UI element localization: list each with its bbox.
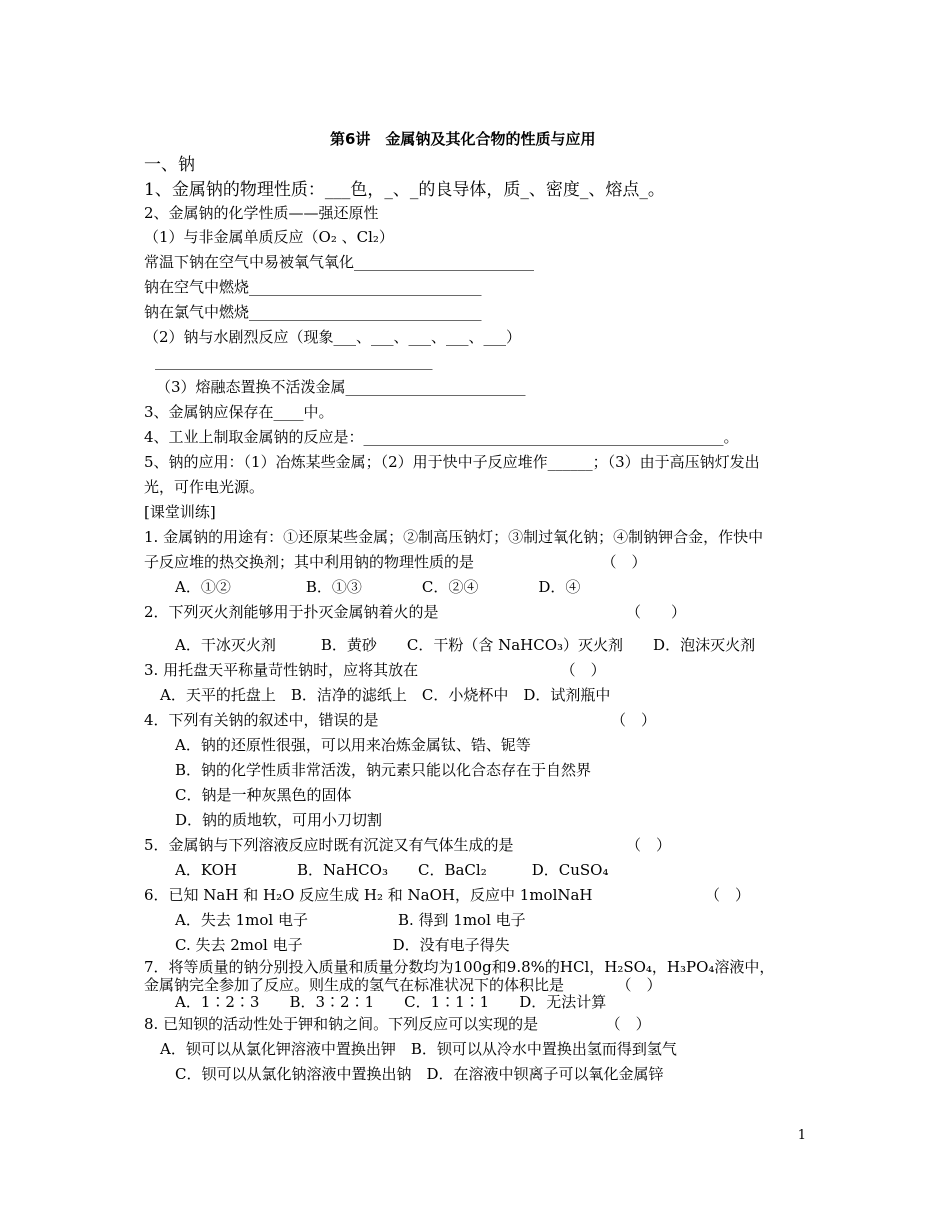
question-4-option-b: B．钠的化学性质非常活泼，钠元素只能以化合态存在于自然界 bbox=[175, 761, 592, 779]
text-line: 2、金属钠的化学性质——强还原性 bbox=[144, 204, 379, 222]
text-line: （3）熔融态置换不活泼金属________________________ bbox=[156, 378, 526, 396]
question-3: 3. 用托盘天平称量苛性钠时，应将其放在 （ ） bbox=[144, 661, 606, 679]
question-5-options: A．KOH B．NaHCO₃ C．BaCl₂ D．CuSO₄ bbox=[175, 861, 609, 879]
question-2-options: A．干冰灭火剂 B．黄砂 C．干粉（含 NaHCO₃）灭火剂 D．泡沫灭火剂 bbox=[175, 636, 756, 654]
question-8-options-cd: C．钡可以从氯化钠溶液中置换出钠 D．在溶液中钡离子可以氧化金属锌 bbox=[175, 1065, 664, 1083]
text-line: 3、金属钠应保存在____中。 bbox=[144, 403, 334, 421]
question-1-options: A．①② B．①③ C．②④ D．④ bbox=[175, 578, 581, 596]
text-line: 光，可作电光源。 bbox=[144, 478, 265, 496]
text-line: 常温下钠在空气中易被氧气氧化________________________ bbox=[144, 253, 535, 271]
question-2: 2．下列灭火剂能够用于扑灭金属钠着火的是 （ ） bbox=[144, 603, 687, 621]
question-7: 7．将等质量的钠分别投入质量和质量分数均为100g和9.8%的HCl，H₂SO₄，H₃PO₄溶液中， bbox=[144, 958, 775, 976]
question-8: 8. 已知钡的活动性处于钾和钠之间。下列反应可以实现的是 （ ） bbox=[144, 1015, 651, 1033]
question-4-option-c: C．钠是一种灰黑色的固体 bbox=[175, 786, 352, 804]
question-4-option-d: D．钠的质地软，可用小刀切割 bbox=[175, 811, 383, 829]
question-7-cont: 金属钠完全参加了反应。则生成的氢气在标准状况下的体积比是 （ ） bbox=[144, 976, 662, 994]
question-8-options-ab: A．钡可以从氯化钾溶液中置换出钾 B．钡可以从冷水中置换出氢而得到氢气 bbox=[160, 1040, 677, 1058]
answer-blank-line: _____________________________________ bbox=[155, 352, 433, 370]
text-line: 4、工业上制取金属钠的反应是：________________________________________________。 bbox=[144, 428, 739, 446]
question-1-cont: 子反应堆的热交换剂；其中利用钠的物理性质的是 （ ） bbox=[144, 553, 647, 571]
question-4-option-a: A．钠的还原性很强，可以用来冶炼金属钛、锆、铌等 bbox=[175, 736, 531, 754]
page-number: 1 bbox=[797, 1128, 806, 1143]
question-6-options-ab: A．失去 1mol 电子 B. 得到 1mol 电子 bbox=[175, 911, 526, 929]
document-title: 第6讲 金属钠及其化合物的性质与应用 bbox=[330, 130, 596, 148]
question-6-options-cd: C. 失去 2mol 电子 D．没有电子得失 bbox=[175, 936, 510, 954]
question-3-options: A．天平的托盘上 B．洁净的滤纸上 C．小烧杯中 D．试剂瓶中 bbox=[160, 686, 611, 704]
text-line: 钠在空气中燃烧_______________________________ bbox=[144, 278, 482, 296]
exercise-heading: [课堂训练] bbox=[144, 503, 216, 521]
question-1: 1. 金属钠的用途有：①还原某些金属；②制高压钠灯；③制过氧化钠；④制钠钾合金，作快中 bbox=[144, 528, 764, 546]
question-7-options: A．1∶2∶3 B．3∶2∶1 C．1∶1∶1 D．无法计算 bbox=[175, 993, 607, 1011]
text-line: 5、钠的应用：（1）冶炼某些金属；（2）用于快中子反应堆作______；（3）由于高压钠灯发出 bbox=[144, 453, 760, 471]
question-6: 6．已知 NaH 和 H₂O 反应生成 H₂ 和 NaOH，反应中 1molNaH （ ） bbox=[144, 886, 751, 904]
section-heading: 一、钠 bbox=[144, 155, 195, 175]
text-line: （2）钠与水剧烈反应（现象___、___、___、___、___） bbox=[144, 328, 522, 346]
text-line: 钠在氯气中燃烧_______________________________ bbox=[144, 303, 482, 321]
text-line: 1、金属钠的物理性质：___色，_、_的良导体，质_、密度_、熔点_。 bbox=[144, 180, 665, 200]
question-4: 4．下列有关钠的叙述中，错误的是 （ ） bbox=[144, 711, 657, 729]
text-line: （1）与非金属单质反应（O₂ 、Cl₂） bbox=[144, 228, 394, 246]
question-5: 5．金属钠与下列溶液反应时既有沉淀又有气体生成的是 （ ） bbox=[144, 836, 672, 854]
